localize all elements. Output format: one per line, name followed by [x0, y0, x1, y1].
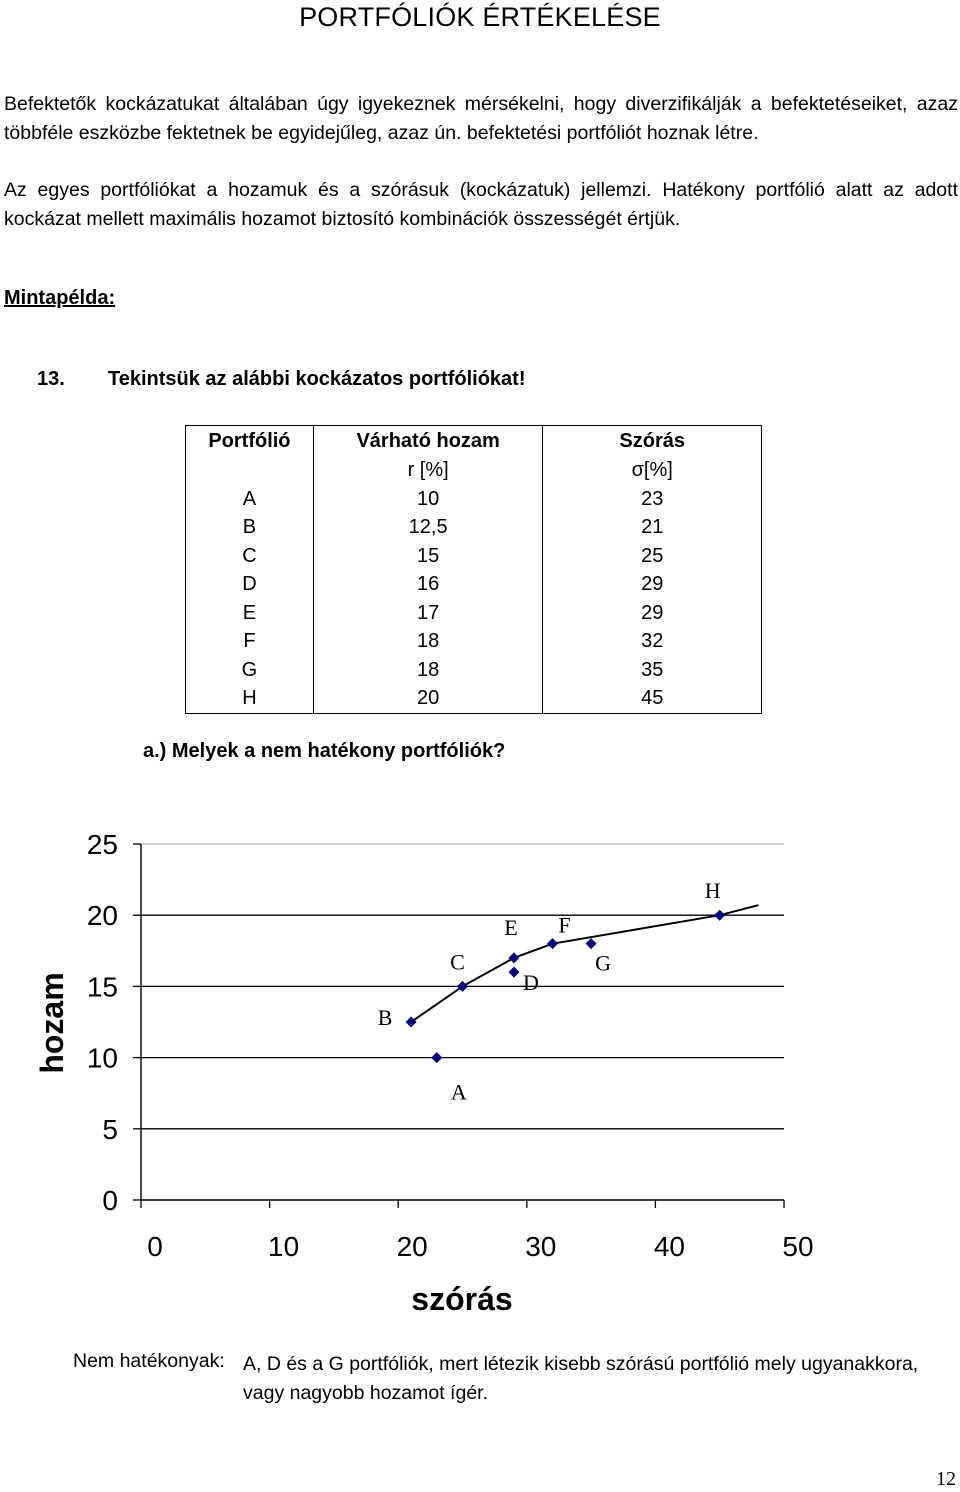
- table-row: [186, 485, 762, 514]
- header-std-dev: Szórás: [543, 426, 762, 457]
- cell-portfolio: D: [186, 571, 314, 600]
- x-tick-label: 20: [396, 1231, 428, 1262]
- header-expected-return: Várható hozam: [313, 426, 543, 457]
- data-point: [508, 967, 519, 978]
- chart-points: [378, 878, 725, 1104]
- y-tick-label: 0: [102, 1185, 118, 1216]
- point-label: A: [450, 1079, 467, 1105]
- intro-line-2: többféle eszközbe fektetnek be egyidejűleg, azaz ún. befektetési portfóliót hoznak létre.: [4, 122, 759, 144]
- cell-std-dev: 23: [543, 485, 762, 514]
- cell-portfolio: C: [186, 542, 314, 571]
- cell-return: 10: [313, 485, 543, 514]
- chart-axes: [133, 844, 784, 1208]
- cell-return: 18: [313, 656, 543, 685]
- subheader-std-dev: σ[%]: [543, 456, 762, 485]
- cell-return: 16: [313, 571, 543, 600]
- task-number: 13.: [37, 368, 65, 390]
- cell-std-dev: 32: [543, 628, 762, 657]
- header-portfolio: Portfólió: [186, 426, 314, 457]
- y-tick-label: 15: [86, 971, 118, 1003]
- cell-std-dev: 35: [543, 656, 762, 685]
- question-a: a.) Melyek a nem hatékony portfóliók?: [143, 740, 506, 762]
- data-point: [431, 1052, 442, 1063]
- definition-line-2: kockázat mellett maximális hozamot biztosító kombinációk összességét értjük.: [4, 208, 681, 230]
- table-row: [186, 571, 762, 600]
- table-row: [186, 685, 762, 714]
- x-tick-label: 40: [653, 1231, 685, 1262]
- page-title: PORTFÓLIÓK ÉRTÉKELÉSE: [299, 2, 661, 32]
- cell-portfolio: H: [186, 685, 314, 714]
- x-tick-label: 0: [147, 1231, 163, 1262]
- cell-std-dev: 21: [543, 514, 762, 543]
- portfolio-table: [185, 425, 762, 714]
- cell-return: 18: [313, 628, 543, 657]
- cell-return: 17: [313, 599, 543, 628]
- x-axis-title: szórás: [411, 1281, 513, 1317]
- x-tick-label: 10: [268, 1231, 300, 1262]
- point-label: H: [704, 878, 721, 904]
- point-label: C: [450, 949, 465, 975]
- point-label: F: [558, 912, 571, 938]
- cell-portfolio: A: [186, 485, 314, 514]
- efficient-frontier-chart: [0, 820, 960, 1330]
- cell-portfolio: B: [186, 514, 314, 543]
- task-text: Tekintsük az alábbi kockázatos portfóliókat!: [108, 368, 526, 390]
- cell-std-dev: 45: [543, 685, 762, 714]
- data-point: [714, 910, 725, 921]
- table-row: [186, 599, 762, 628]
- x-tick-label: 50: [782, 1231, 814, 1262]
- y-tick-label: 10: [86, 1042, 118, 1074]
- cell-portfolio: E: [186, 599, 314, 628]
- subheader-expected-return: r [%]: [313, 456, 543, 485]
- cell-std-dev: 29: [543, 599, 762, 628]
- cell-portfolio: F: [186, 628, 314, 657]
- cell-std-dev: 25: [543, 542, 762, 571]
- y-axis-title: hozam: [34, 972, 70, 1074]
- cell-std-dev: 29: [543, 571, 762, 600]
- definition-line-1: Az egyes portfóliókat a hozamuk és a szórásuk (kockázatuk) jellemzi. Hatékony portfólió alatt az adott: [4, 179, 958, 201]
- intro-line-1: Befektetők kockázatukat általában úgy igyekeznek mérsékelni, hogy diverzifikálják a befektetéseiket, azaz: [4, 93, 958, 115]
- answer-label: Nem hatékonyak:: [73, 1350, 225, 1372]
- y-tick-label: 25: [86, 829, 118, 860]
- data-point: [586, 938, 597, 949]
- cell-return: 12,5: [313, 514, 543, 543]
- table-row: [186, 542, 762, 571]
- data-point: [547, 938, 558, 949]
- page-number: 12: [936, 1468, 956, 1490]
- table-row: [186, 514, 762, 543]
- cell-return: 20: [313, 685, 543, 714]
- table-row: [186, 628, 762, 657]
- example-heading: Mintapélda:: [4, 287, 116, 309]
- table-row: [186, 656, 762, 685]
- point-label: E: [504, 914, 518, 940]
- point-label: B: [377, 1005, 393, 1030]
- point-label: D: [522, 970, 539, 996]
- answer-text: A, D és a G portfóliók, mert létezik kisebb szórású portfólió mely ugyanakkora, vagy nagyobb hozamot ígér.: [243, 1353, 919, 1404]
- x-tick-label: 30: [525, 1231, 557, 1262]
- y-tick-label: 5: [102, 1113, 118, 1145]
- subheader-portfolio: [186, 456, 314, 485]
- cell-return: 15: [313, 542, 543, 571]
- point-label: G: [595, 950, 612, 976]
- cell-portfolio: G: [186, 656, 314, 685]
- y-tick-label: 20: [86, 900, 118, 932]
- data-point: [508, 952, 519, 963]
